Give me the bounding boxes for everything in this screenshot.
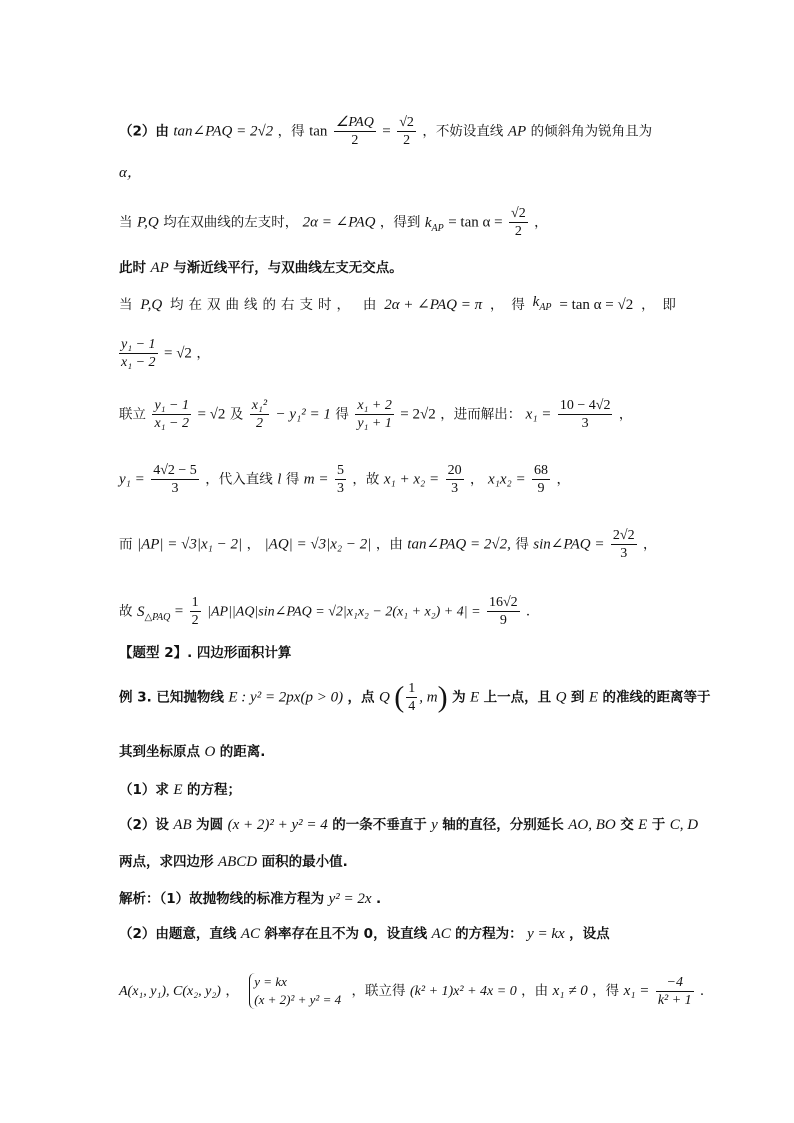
analysis-part2-line1 — [119, 924, 676, 944]
fraction: $\frac{16√2}{9}$ — [488, 595, 518, 628]
text: 上一点，且 — [483, 689, 552, 706]
math-expr: E — [588, 689, 599, 706]
math-expr: = — [174, 603, 184, 620]
text: 均在双曲线的右支时， — [170, 297, 355, 313]
text: ，进而解出： — [440, 406, 522, 423]
fraction: $\frac{\text{x₁ + 2}}{\text{y₁ + 1}}$ — [357, 398, 392, 431]
math-expr: y = kx — [527, 926, 565, 942]
fraction: $\frac{\text{∠PAQ}}{2}$ — [335, 115, 374, 148]
text: ， — [246, 536, 261, 553]
fraction: $\frac{\text{x₁²}}{2}$ — [251, 398, 268, 431]
fraction: $\frac{10 - 4√2}{3}$ — [559, 398, 611, 431]
text: 解析：（1）故抛物线的标准方程为 — [119, 891, 325, 907]
math-expr: AB — [173, 817, 192, 833]
text: 两点，求四边形 — [119, 854, 214, 870]
fraction: $\frac{68}{9}$ — [534, 463, 549, 496]
math-expr: 2α + ∠PAQ = π — [384, 297, 483, 313]
math-expr: AP — [150, 260, 169, 276]
fraction: $\frac{1}{4}$ — [408, 681, 416, 714]
text: 及 — [229, 406, 244, 423]
text: ，由 — [375, 536, 403, 553]
example3-line1 — [119, 680, 711, 715]
solution-line10 — [119, 594, 676, 629]
fraction: $\frac{\text{y₁ − 1}}{\text{x₁ − 2}}$ — [154, 398, 189, 431]
fraction: $\frac{2√2}{3}$ — [612, 528, 635, 561]
text: 由 — [362, 297, 377, 313]
question-part2-line1 — [119, 815, 699, 835]
math-expr: A(x₁, y₁), C(x₂, y₂) — [119, 984, 221, 999]
math-expr: O — [204, 744, 216, 760]
math-expr: P,Q — [136, 214, 159, 231]
math-expr: . — [526, 603, 530, 620]
text: ，不妨设直线 — [422, 123, 504, 140]
text: 得 — [511, 297, 525, 313]
text: 故 — [119, 603, 133, 620]
text: 的倾斜角为锐角且为 — [530, 123, 653, 140]
equation-system: y = kx (x + 2)² + y² = 4 — [249, 973, 341, 1009]
math-expr: y — [431, 817, 438, 833]
question-part1 — [119, 780, 676, 800]
fraction: $\frac{4√2 - 5}{3}$ — [153, 463, 197, 496]
text: 得 — [515, 536, 529, 553]
math-expr: sin∠PAQ = — [533, 536, 605, 553]
text: ，得 — [277, 123, 305, 140]
math-expr: AC — [431, 926, 451, 942]
math-expr: Q — [555, 689, 567, 706]
solution-line7 — [119, 397, 676, 432]
math-expr: (k² + 1)x² + 4x = 0 — [410, 984, 517, 999]
text: 的一条不垂直于 — [332, 817, 427, 833]
fraction: $\frac{\text{y₁ − 1}}{\text{x₁ − 2}}$ — [121, 337, 156, 370]
text: 面积的最小值. — [261, 854, 348, 870]
text: ， — [489, 297, 504, 313]
math-expr: α， — [119, 165, 142, 181]
text: ， — [641, 297, 655, 313]
text: （1）求 — [119, 782, 169, 798]
math-expr: x₁ + x₂ = — [383, 471, 440, 488]
text: ，点 — [347, 689, 375, 706]
text: ， — [643, 536, 657, 553]
math-expr: P,Q — [140, 297, 163, 313]
text: ，得 — [592, 983, 620, 999]
analysis-part1 — [119, 889, 676, 909]
text: 的方程； — [186, 782, 241, 798]
math-expr: 2α = ∠PAQ — [302, 214, 376, 231]
math-expr: AP — [507, 123, 527, 140]
text: 的距离. — [219, 744, 266, 760]
math-expr: x₁ = — [623, 983, 650, 999]
text: 于 — [651, 817, 666, 833]
text: 的准线的距离等于 — [602, 689, 711, 706]
math-expr: x₁ = — [525, 406, 552, 423]
example3-line2 — [119, 742, 676, 762]
math-expr: E — [470, 689, 480, 706]
fraction: $\frac{5}{3}$ — [336, 463, 344, 496]
math-expr: AO, BO — [568, 817, 616, 833]
math-expr: = — [382, 123, 391, 140]
text: 而 — [119, 536, 133, 553]
text: ，得到 — [379, 214, 421, 231]
math-expr: , m — [419, 689, 438, 706]
text: ，故 — [352, 471, 380, 488]
text: ，由 — [521, 983, 549, 999]
text: ， — [534, 214, 548, 231]
text: 得 — [285, 471, 300, 488]
text: 当 — [119, 214, 133, 231]
text: ， — [556, 471, 570, 488]
text: ，联立得 — [351, 983, 406, 999]
heading-text: 【题型 2】. 四边形面积计算 — [119, 645, 292, 661]
text: ，代入直线 — [205, 471, 273, 488]
text: 即 — [662, 297, 676, 313]
math-expr: x₁x₂ = — [487, 471, 526, 488]
math-expr: = √2 — [163, 345, 192, 362]
math-expr: $k_{AP}$ — [424, 214, 444, 234]
math-expr: tan∠PAQ = 2√2, — [407, 536, 511, 553]
math-expr: l — [277, 471, 282, 488]
math-expr: AC — [240, 926, 261, 942]
analysis-part2-line2 — [119, 973, 704, 1009]
part-label: （2）由 — [119, 123, 169, 140]
math-expr: y₁ = — [119, 471, 145, 488]
math-expr: . — [700, 983, 704, 999]
text: 得 — [335, 406, 349, 423]
text: 此时 — [119, 260, 146, 276]
text: 交 — [620, 817, 634, 833]
math-expr: m = — [303, 471, 329, 488]
solution-line5 — [119, 292, 676, 318]
text: 的方程为： — [455, 926, 523, 942]
paren-right: ) — [437, 680, 448, 714]
text: ， — [470, 471, 484, 488]
text: 为 — [452, 689, 466, 706]
section-heading — [119, 643, 676, 663]
text: 到 — [570, 689, 585, 706]
math-expr: C, D — [669, 817, 699, 833]
text: 轴的直径，分别延长 — [442, 817, 564, 833]
question-part2-line2 — [119, 852, 676, 872]
math-expr: E — [638, 817, 648, 833]
fraction: $\frac{√2}{2}$ — [399, 115, 414, 148]
text: 其到坐标原点 — [119, 744, 200, 760]
math-expr: (x + 2)² + y² = 4 — [227, 817, 328, 833]
math-expr: = tan α = — [448, 214, 503, 231]
solution-line3 — [119, 205, 676, 240]
fraction: $\frac{√2}{2}$ — [511, 206, 526, 239]
math-expr: $k_{AP}$ — [532, 294, 552, 313]
math-expr: tan∠PAQ = 2√2 — [173, 123, 274, 140]
solution-line9 — [119, 527, 676, 562]
paren-left: ( — [394, 680, 405, 714]
fraction: $\frac{20}{3}$ — [447, 463, 462, 496]
math-expr: ABCD — [217, 854, 258, 870]
text: （2）设 — [119, 817, 169, 833]
text: （2）由题意，直线 — [119, 926, 237, 942]
math-expr: |AQ| = √3|x₂ − 2| — [264, 536, 372, 553]
math-expr: E — [173, 782, 183, 798]
math-expr: − y₁² = 1 — [275, 406, 331, 423]
math-expr: |AP||AQ|sin∠PAQ = √2|x₁x₂ − 2(x₁ + x₂) + 4| = — [207, 604, 481, 620]
math-expr: = 2√2 — [400, 406, 436, 423]
math-expr: x₁ ≠ 0 — [552, 983, 588, 999]
text: 当 — [119, 297, 133, 313]
text: ，设点 — [569, 926, 610, 942]
solution-line4 — [119, 258, 676, 278]
math-expr: y² = 2x — [328, 891, 372, 907]
solution-part2-line1 — [119, 114, 676, 149]
text: ， — [618, 406, 633, 423]
math-expr: |AP| = √3|x₁ − 2| — [136, 536, 243, 553]
text: 例 3. 已知抛物线 — [119, 689, 224, 706]
text: 联立 — [119, 406, 146, 423]
text: ， — [225, 983, 239, 999]
solution-line2 — [119, 163, 676, 183]
text: 斜率存在且不为 0，设直线 — [264, 926, 428, 942]
text: 均在双曲线的左支时， — [163, 214, 299, 231]
text: 与渐近线平行，与双曲线左支无交点。 — [173, 260, 403, 276]
math-expr: tan — [309, 123, 328, 140]
math-expr: E : y² = 2px(p > 0) — [228, 689, 344, 706]
solution-line6 — [119, 336, 676, 371]
math-expr: = tan α = √2 — [559, 297, 634, 313]
fraction: $\frac{1}{2}$ — [191, 595, 199, 628]
text: . — [376, 891, 382, 907]
solution-line8 — [119, 462, 676, 497]
text: ， — [196, 345, 210, 362]
math-expr: $S_{\triangle PAQ}$ — [136, 603, 171, 623]
math-expr: = √2 — [197, 406, 226, 423]
text: 为圆 — [196, 817, 224, 833]
math-expr: Q — [379, 689, 390, 706]
fraction: $\frac{-4}{\text{k² + 1}}$ — [657, 974, 692, 1008]
